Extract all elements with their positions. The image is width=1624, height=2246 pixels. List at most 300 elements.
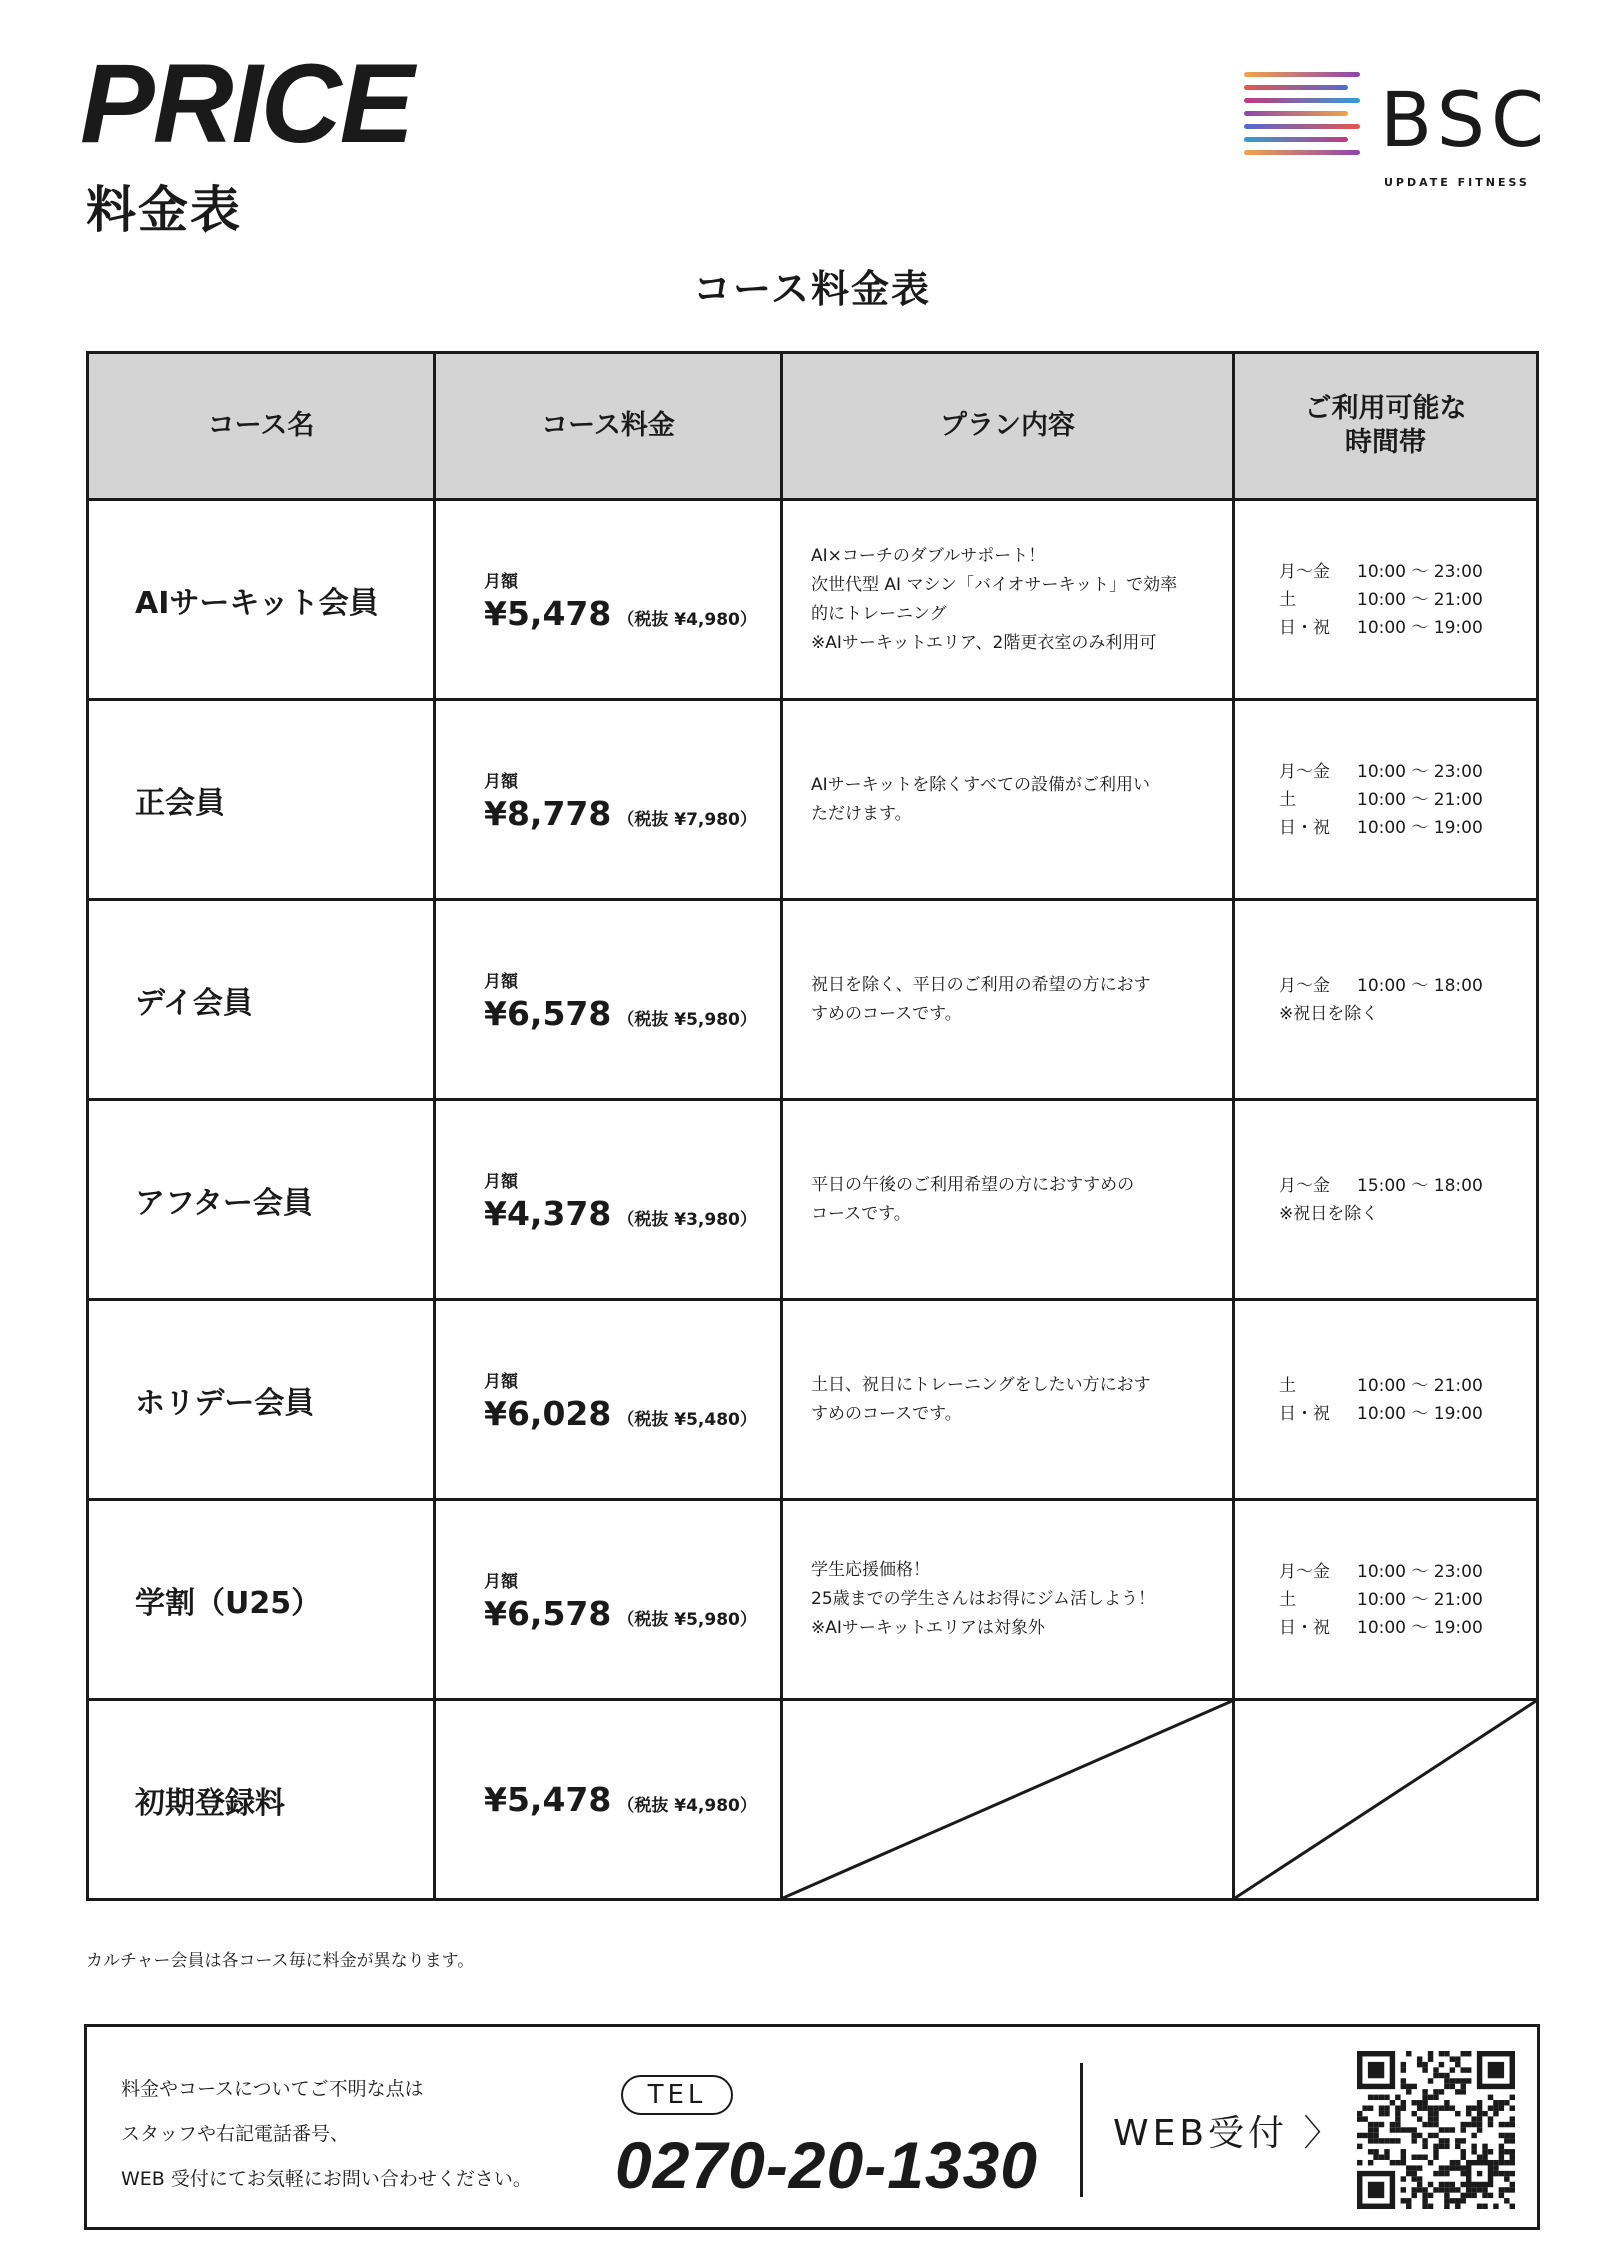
- qr-module: [1384, 2111, 1389, 2116]
- logo-stripe: [1244, 150, 1360, 155]
- logo-stripe: [1244, 98, 1360, 103]
- qr-module: [1417, 2116, 1422, 2121]
- hours-time: 10:00 〜 21:00: [1357, 789, 1483, 810]
- hours-time: 10:00 〜 19:00: [1357, 1403, 1483, 1424]
- qr-module: [1406, 2165, 1411, 2170]
- plan-content: [782, 500, 1234, 700]
- qr-module: [1428, 2078, 1433, 2083]
- qr-module: [1510, 2138, 1515, 2143]
- qr-module: [1417, 2100, 1422, 2105]
- web-reception-link[interactable]: WEB受付 〉: [1113, 2113, 1344, 2154]
- qr-module: [1439, 2182, 1444, 2187]
- diagonal-slash: [783, 1701, 1232, 1898]
- qr-module: [1368, 2182, 1384, 2198]
- qr-module: [1406, 2089, 1411, 2094]
- qr-module: [1362, 2116, 1367, 2121]
- qr-module: [1471, 2116, 1476, 2121]
- qr-module: [1466, 2122, 1471, 2127]
- qr-module: [1390, 2160, 1395, 2165]
- available-hours: [1234, 900, 1538, 1100]
- qr-module: [1444, 2171, 1449, 2176]
- qr-module: [1401, 2084, 1406, 2089]
- qr-module: [1439, 2165, 1444, 2170]
- hours-time: 10:00 〜 23:00: [1357, 761, 1483, 782]
- hours-line: [1279, 558, 1536, 586]
- table-row: [88, 1300, 1538, 1500]
- qr-module: [1493, 2105, 1498, 2110]
- contact-box: [84, 2024, 1540, 2230]
- hours-line: [1279, 758, 1536, 786]
- qr-module: [1482, 2149, 1487, 2154]
- fee-label: 月額: [484, 1371, 518, 1392]
- plan-content: [782, 1100, 1234, 1300]
- qr-module: [1488, 2122, 1493, 2127]
- qr-module: [1488, 2105, 1493, 2110]
- qr-module: [1433, 2144, 1438, 2149]
- course-fee: [435, 1100, 782, 1300]
- qr-module: [1499, 2193, 1504, 2198]
- qr-module: [1444, 2073, 1449, 2078]
- qr-module: [1504, 2138, 1509, 2143]
- qr-module: [1406, 2198, 1411, 2203]
- qr-module: [1379, 2155, 1384, 2160]
- qr-module: [1428, 2182, 1433, 2187]
- qr-module: [1357, 2116, 1362, 2121]
- plan-line: コースです。: [811, 1203, 911, 1224]
- qr-module: [1499, 2160, 1504, 2165]
- qr-module: [1493, 2165, 1498, 2170]
- qr-module: [1401, 2127, 1406, 2132]
- fee-price: ¥8,778: [484, 793, 612, 833]
- qr-module: [1499, 2149, 1504, 2154]
- qr-module: [1466, 2078, 1471, 2083]
- qr-module: [1368, 2127, 1373, 2132]
- qr-module: [1444, 2138, 1449, 2143]
- qr-module: [1357, 2144, 1362, 2149]
- qr-module: [1450, 2105, 1455, 2110]
- qr-module: [1471, 2193, 1476, 2198]
- qr-module: [1510, 2116, 1515, 2121]
- logo-stripe: [1244, 72, 1360, 77]
- qr-module: [1422, 2062, 1427, 2067]
- qr-module: [1428, 2056, 1433, 2061]
- contact-text: [121, 2067, 532, 2202]
- hours-line: [1279, 1400, 1536, 1428]
- qr-module: [1455, 2165, 1460, 2170]
- qr-module: [1444, 2100, 1449, 2105]
- tel-badge: TEL: [621, 2075, 733, 2115]
- qr-module: [1444, 2198, 1449, 2203]
- qr-module: [1477, 2122, 1482, 2127]
- qr-module: [1368, 2133, 1373, 2138]
- qr-module: [1477, 2187, 1482, 2192]
- qr-module: [1461, 2198, 1466, 2203]
- qr-module: [1461, 2193, 1466, 2198]
- hours-time: 10:00 〜 19:00: [1357, 817, 1483, 838]
- hours-day: 土: [1279, 789, 1296, 810]
- qr-module: [1455, 2062, 1460, 2067]
- qr-module: [1417, 2062, 1422, 2067]
- qr-module: [1455, 2138, 1460, 2143]
- qr-module: [1439, 2127, 1444, 2132]
- qr-module: [1488, 2095, 1493, 2100]
- qr-module: [1357, 2133, 1362, 2138]
- qr-module: [1482, 2155, 1487, 2160]
- hours-line: [1279, 972, 1536, 1000]
- qr-module: [1461, 2089, 1466, 2094]
- fee-label: 月額: [484, 1171, 518, 1192]
- qr-module: [1422, 2089, 1427, 2094]
- qr-module: [1444, 2084, 1449, 2089]
- qr-module: [1401, 2100, 1406, 2105]
- qr-module: [1406, 2171, 1411, 2176]
- qr-module: [1395, 2116, 1400, 2121]
- fee-tax-excluded: （税抜 ¥5,980）: [617, 1009, 757, 1030]
- qr-module: [1482, 2111, 1487, 2116]
- logo-stripe: [1244, 124, 1360, 129]
- qr-module: [1499, 2155, 1504, 2160]
- hours-line: [1279, 1614, 1536, 1642]
- plan-line: すめのコースです。: [811, 1003, 962, 1024]
- qr-module: [1417, 2056, 1422, 2061]
- qr-module: [1417, 2155, 1422, 2160]
- qr-module: [1433, 2116, 1438, 2121]
- plan-content: [782, 1500, 1234, 1700]
- fee-tax-excluded: （税抜 ¥7,980）: [617, 809, 757, 830]
- qr-module: [1461, 2127, 1466, 2132]
- qr-module: [1455, 2198, 1460, 2203]
- divider: [1080, 2063, 1083, 2197]
- qr-module: [1455, 2089, 1460, 2094]
- qr-module: [1444, 2144, 1449, 2149]
- qr-module: [1368, 2138, 1373, 2143]
- qr-module: [1395, 2138, 1400, 2143]
- hours-time: 15:00 〜 18:00: [1357, 1175, 1483, 1196]
- qr-module: [1417, 2105, 1422, 2110]
- qr-module: [1510, 2105, 1515, 2110]
- qr-module: [1422, 2193, 1427, 2198]
- hours-time: 10:00 〜 21:00: [1357, 1375, 1483, 1396]
- phone-number[interactable]: 0270-20-1330: [615, 2128, 1039, 2202]
- qr-module: [1466, 2051, 1471, 2056]
- hours-line: [1279, 1372, 1536, 1400]
- hours-time: 10:00 〜 21:00: [1357, 1589, 1483, 1610]
- hours-line: [1279, 1000, 1536, 1028]
- table-row: [88, 1700, 1538, 1900]
- qr-module: [1368, 2062, 1384, 2078]
- qr-module: [1422, 2204, 1427, 2209]
- qr-module: [1433, 2111, 1438, 2116]
- qr-module: [1450, 2198, 1455, 2203]
- qr-module: [1444, 2193, 1449, 2198]
- hours-time: 10:00 〜 19:00: [1357, 617, 1483, 638]
- qr-module: [1433, 2095, 1438, 2100]
- qr-module: [1411, 2193, 1416, 2198]
- plan-line: ※AIサーキットエリア、2階更衣室のみ利用可: [811, 632, 1157, 653]
- qr-module: [1390, 2100, 1395, 2105]
- qr-module: [1510, 2133, 1515, 2138]
- qr-module: [1499, 2100, 1504, 2105]
- qr-module: [1428, 2116, 1433, 2121]
- qr-module: [1493, 2204, 1498, 2209]
- header-hours-line: ご利用可能な: [1304, 393, 1467, 425]
- qr-module: [1504, 2160, 1509, 2165]
- qr-module: [1499, 2122, 1504, 2127]
- qr-module: [1417, 2182, 1422, 2187]
- hours-day: 月〜金: [1279, 1175, 1330, 1196]
- qr-module: [1510, 2204, 1515, 2209]
- diagonal-slash: [1235, 1701, 1536, 1898]
- qr-module: [1395, 2160, 1400, 2165]
- course-name: アフター会員: [88, 1100, 435, 1300]
- qr-module: [1450, 2078, 1455, 2083]
- qr-module: [1401, 2198, 1406, 2203]
- page-title: PRICE: [80, 41, 413, 166]
- qr-module: [1357, 2111, 1362, 2116]
- fee-label: 月額: [484, 771, 518, 792]
- qr-module: [1461, 2171, 1466, 2176]
- qr-module: [1444, 2127, 1449, 2132]
- qr-module: [1504, 2149, 1509, 2154]
- qr-module: [1482, 2204, 1487, 2209]
- course-fee: [435, 1700, 782, 1900]
- qr-module: [1401, 2160, 1406, 2165]
- qr-module: [1477, 2111, 1482, 2116]
- qr-module: [1461, 2149, 1466, 2154]
- qr-module: [1433, 2187, 1438, 2192]
- course-fee: [435, 1500, 782, 1700]
- qr-module: [1444, 2204, 1449, 2209]
- qr-code-icon[interactable]: [1357, 2051, 1515, 2209]
- hours-line: [1279, 814, 1536, 842]
- qr-module: [1379, 2105, 1384, 2110]
- course-name: 正会員: [88, 700, 435, 900]
- qr-module: [1379, 2122, 1384, 2127]
- qr-module: [1471, 2133, 1476, 2138]
- hours-day: 日・祝: [1279, 1617, 1330, 1638]
- qr-module: [1362, 2105, 1367, 2110]
- qr-module: [1439, 2051, 1444, 2056]
- qr-module: [1428, 2105, 1433, 2110]
- fee-tax-excluded: （税抜 ¥5,980）: [617, 1609, 757, 1630]
- empty-plan-cell: [782, 1700, 1234, 1900]
- hours-day: 日・祝: [1279, 817, 1330, 838]
- table-title: コース料金表: [692, 267, 932, 311]
- qr-module: [1493, 2171, 1498, 2176]
- hours-day: 土: [1279, 1589, 1296, 1610]
- logo-wordmark: BSC: [1380, 75, 1551, 164]
- qr-module: [1362, 2133, 1367, 2138]
- qr-module: [1411, 2084, 1416, 2089]
- qr-module: [1401, 2062, 1406, 2067]
- qr-module: [1471, 2122, 1476, 2127]
- qr-module: [1401, 2187, 1406, 2192]
- qr-module: [1411, 2187, 1416, 2192]
- fee-tax-excluded: （税抜 ¥4,980）: [617, 609, 757, 630]
- qr-module: [1411, 2165, 1416, 2170]
- available-hours: [1234, 1300, 1538, 1500]
- qr-module: [1510, 2095, 1515, 2100]
- qr-module: [1455, 2204, 1460, 2209]
- qr-module: [1433, 2073, 1438, 2078]
- qr-module: [1488, 2062, 1504, 2078]
- qr-module: [1401, 2155, 1406, 2160]
- qr-module: [1504, 2133, 1509, 2138]
- qr-module: [1444, 2078, 1449, 2083]
- qr-module: [1433, 2089, 1438, 2094]
- qr-module: [1368, 2122, 1373, 2127]
- plan-line: ※AIサーキットエリアは対象外: [811, 1618, 1045, 1638]
- header-hours-line: 時間帯: [1345, 427, 1426, 458]
- course-name: 学割（U25）: [88, 1500, 435, 1700]
- hours-day: 日・祝: [1279, 1403, 1330, 1424]
- qr-module: [1422, 2187, 1427, 2192]
- plan-line: すめのコースです。: [811, 1403, 962, 1424]
- qr-module: [1439, 2187, 1444, 2192]
- header-course-fee: コース料金: [435, 353, 782, 500]
- hours-day: 月〜金: [1279, 761, 1330, 782]
- culture-note: カルチャー会員は各コース毎に料金が異なります。: [86, 1951, 475, 1971]
- qr-module: [1450, 2127, 1455, 2132]
- plan-line: ただけます。: [811, 803, 912, 824]
- qr-module: [1433, 2171, 1438, 2176]
- table-row: [88, 900, 1538, 1100]
- available-hours: [1234, 1100, 1538, 1300]
- qr-module: [1373, 2095, 1378, 2100]
- fee-price: ¥5,478: [484, 1780, 612, 1819]
- hours-time: 10:00 〜 23:00: [1357, 561, 1483, 582]
- qr-module: [1417, 2187, 1422, 2192]
- qr-module: [1455, 2056, 1460, 2061]
- qr-module: [1471, 2105, 1476, 2110]
- qr-module: [1461, 2051, 1466, 2056]
- qr-module: [1422, 2105, 1427, 2110]
- course-name: デイ会員: [88, 900, 435, 1100]
- qr-module: [1422, 2198, 1427, 2203]
- qr-module: [1428, 2204, 1433, 2209]
- qr-module: [1439, 2171, 1444, 2176]
- qr-module: [1422, 2144, 1427, 2149]
- qr-module: [1433, 2155, 1438, 2160]
- qr-module: [1433, 2067, 1438, 2072]
- plan-content: [782, 700, 1234, 900]
- qr-module: [1450, 2160, 1455, 2165]
- qr-module: [1461, 2078, 1466, 2083]
- qr-module: [1406, 2051, 1411, 2056]
- qr-module: [1444, 2105, 1449, 2110]
- qr-module: [1510, 2182, 1515, 2187]
- qr-module: [1401, 2149, 1406, 2154]
- qr-module: [1477, 2100, 1482, 2105]
- qr-module: [1477, 2105, 1482, 2110]
- qr-module: [1422, 2100, 1427, 2105]
- available-hours: [1234, 700, 1538, 900]
- qr-module: [1488, 2193, 1493, 2198]
- qr-module: [1439, 2062, 1444, 2067]
- qr-module: [1504, 2198, 1509, 2203]
- qr-module: [1422, 2155, 1427, 2160]
- qr-module: [1384, 2155, 1389, 2160]
- qr-module: [1510, 2160, 1515, 2165]
- course-fee: [435, 900, 782, 1100]
- qr-module: [1422, 2067, 1427, 2072]
- qr-module: [1384, 2105, 1389, 2110]
- qr-module: [1401, 2078, 1406, 2083]
- qr-module: [1482, 2193, 1487, 2198]
- qr-module: [1493, 2160, 1498, 2165]
- plan-content: [782, 1300, 1234, 1500]
- qr-module: [1444, 2182, 1449, 2187]
- qr-module: [1499, 2187, 1504, 2192]
- logo-stripe: [1244, 137, 1348, 142]
- hours-day: 日・祝: [1279, 617, 1330, 638]
- qr-module: [1499, 2171, 1504, 2176]
- course-fee: [435, 500, 782, 700]
- qr-module: [1395, 2095, 1400, 2100]
- qr-module: [1439, 2144, 1444, 2149]
- qr-module: [1368, 2160, 1373, 2165]
- qr-module: [1390, 2127, 1395, 2132]
- qr-module: [1373, 2133, 1378, 2138]
- qr-module: [1450, 2182, 1455, 2187]
- logo-tagline: UPDATE FITNESS: [1384, 176, 1530, 189]
- hours-line: [1279, 586, 1536, 614]
- qr-module: [1477, 2116, 1482, 2121]
- qr-module: [1406, 2204, 1411, 2209]
- qr-module: [1493, 2111, 1498, 2116]
- qr-module: [1379, 2138, 1384, 2143]
- qr-module: [1461, 2122, 1466, 2127]
- table-row: [88, 700, 1538, 900]
- qr-module: [1444, 2187, 1449, 2192]
- qr-module: [1455, 2187, 1460, 2192]
- qr-module: [1471, 2144, 1476, 2149]
- table-header-row: [88, 353, 1538, 500]
- hours-line: [1279, 1200, 1536, 1228]
- qr-module: [1373, 2127, 1378, 2132]
- qr-module: [1504, 2187, 1509, 2192]
- contact-line: スタッフや右記電話番号、: [121, 2123, 350, 2145]
- table-row: [88, 1500, 1538, 1700]
- qr-module: [1477, 2155, 1482, 2160]
- qr-module: [1428, 2133, 1433, 2138]
- plan-line: 平日の午後のご利用希望の方におすすめの: [811, 1174, 1135, 1195]
- qr-module: [1433, 2149, 1438, 2154]
- fee-tax-excluded: （税抜 ¥3,980）: [617, 1209, 757, 1230]
- qr-module: [1461, 2067, 1466, 2072]
- hours-line: [1279, 1558, 1536, 1586]
- available-hours: [1234, 1500, 1538, 1700]
- qr-module: [1373, 2138, 1378, 2143]
- qr-module: [1428, 2111, 1433, 2116]
- qr-module: [1417, 2165, 1422, 2170]
- bsc-logo: [1244, 72, 1551, 192]
- qr-module: [1384, 2138, 1389, 2143]
- qr-module: [1510, 2187, 1515, 2192]
- plan-line: AIサーキットを除くすべての設備がご利用い: [811, 774, 1150, 795]
- course-fee: [435, 1300, 782, 1500]
- fee-price: ¥5,478: [484, 593, 612, 633]
- qr-module: [1461, 2155, 1466, 2160]
- qr-module: [1504, 2171, 1509, 2176]
- qr-module: [1466, 2111, 1471, 2116]
- qr-module: [1368, 2149, 1373, 2154]
- qr-module: [1510, 2122, 1515, 2127]
- qr-module: [1406, 2127, 1411, 2132]
- hours-day: 土: [1279, 589, 1296, 610]
- qr-module: [1450, 2056, 1455, 2061]
- qr-module: [1461, 2165, 1466, 2170]
